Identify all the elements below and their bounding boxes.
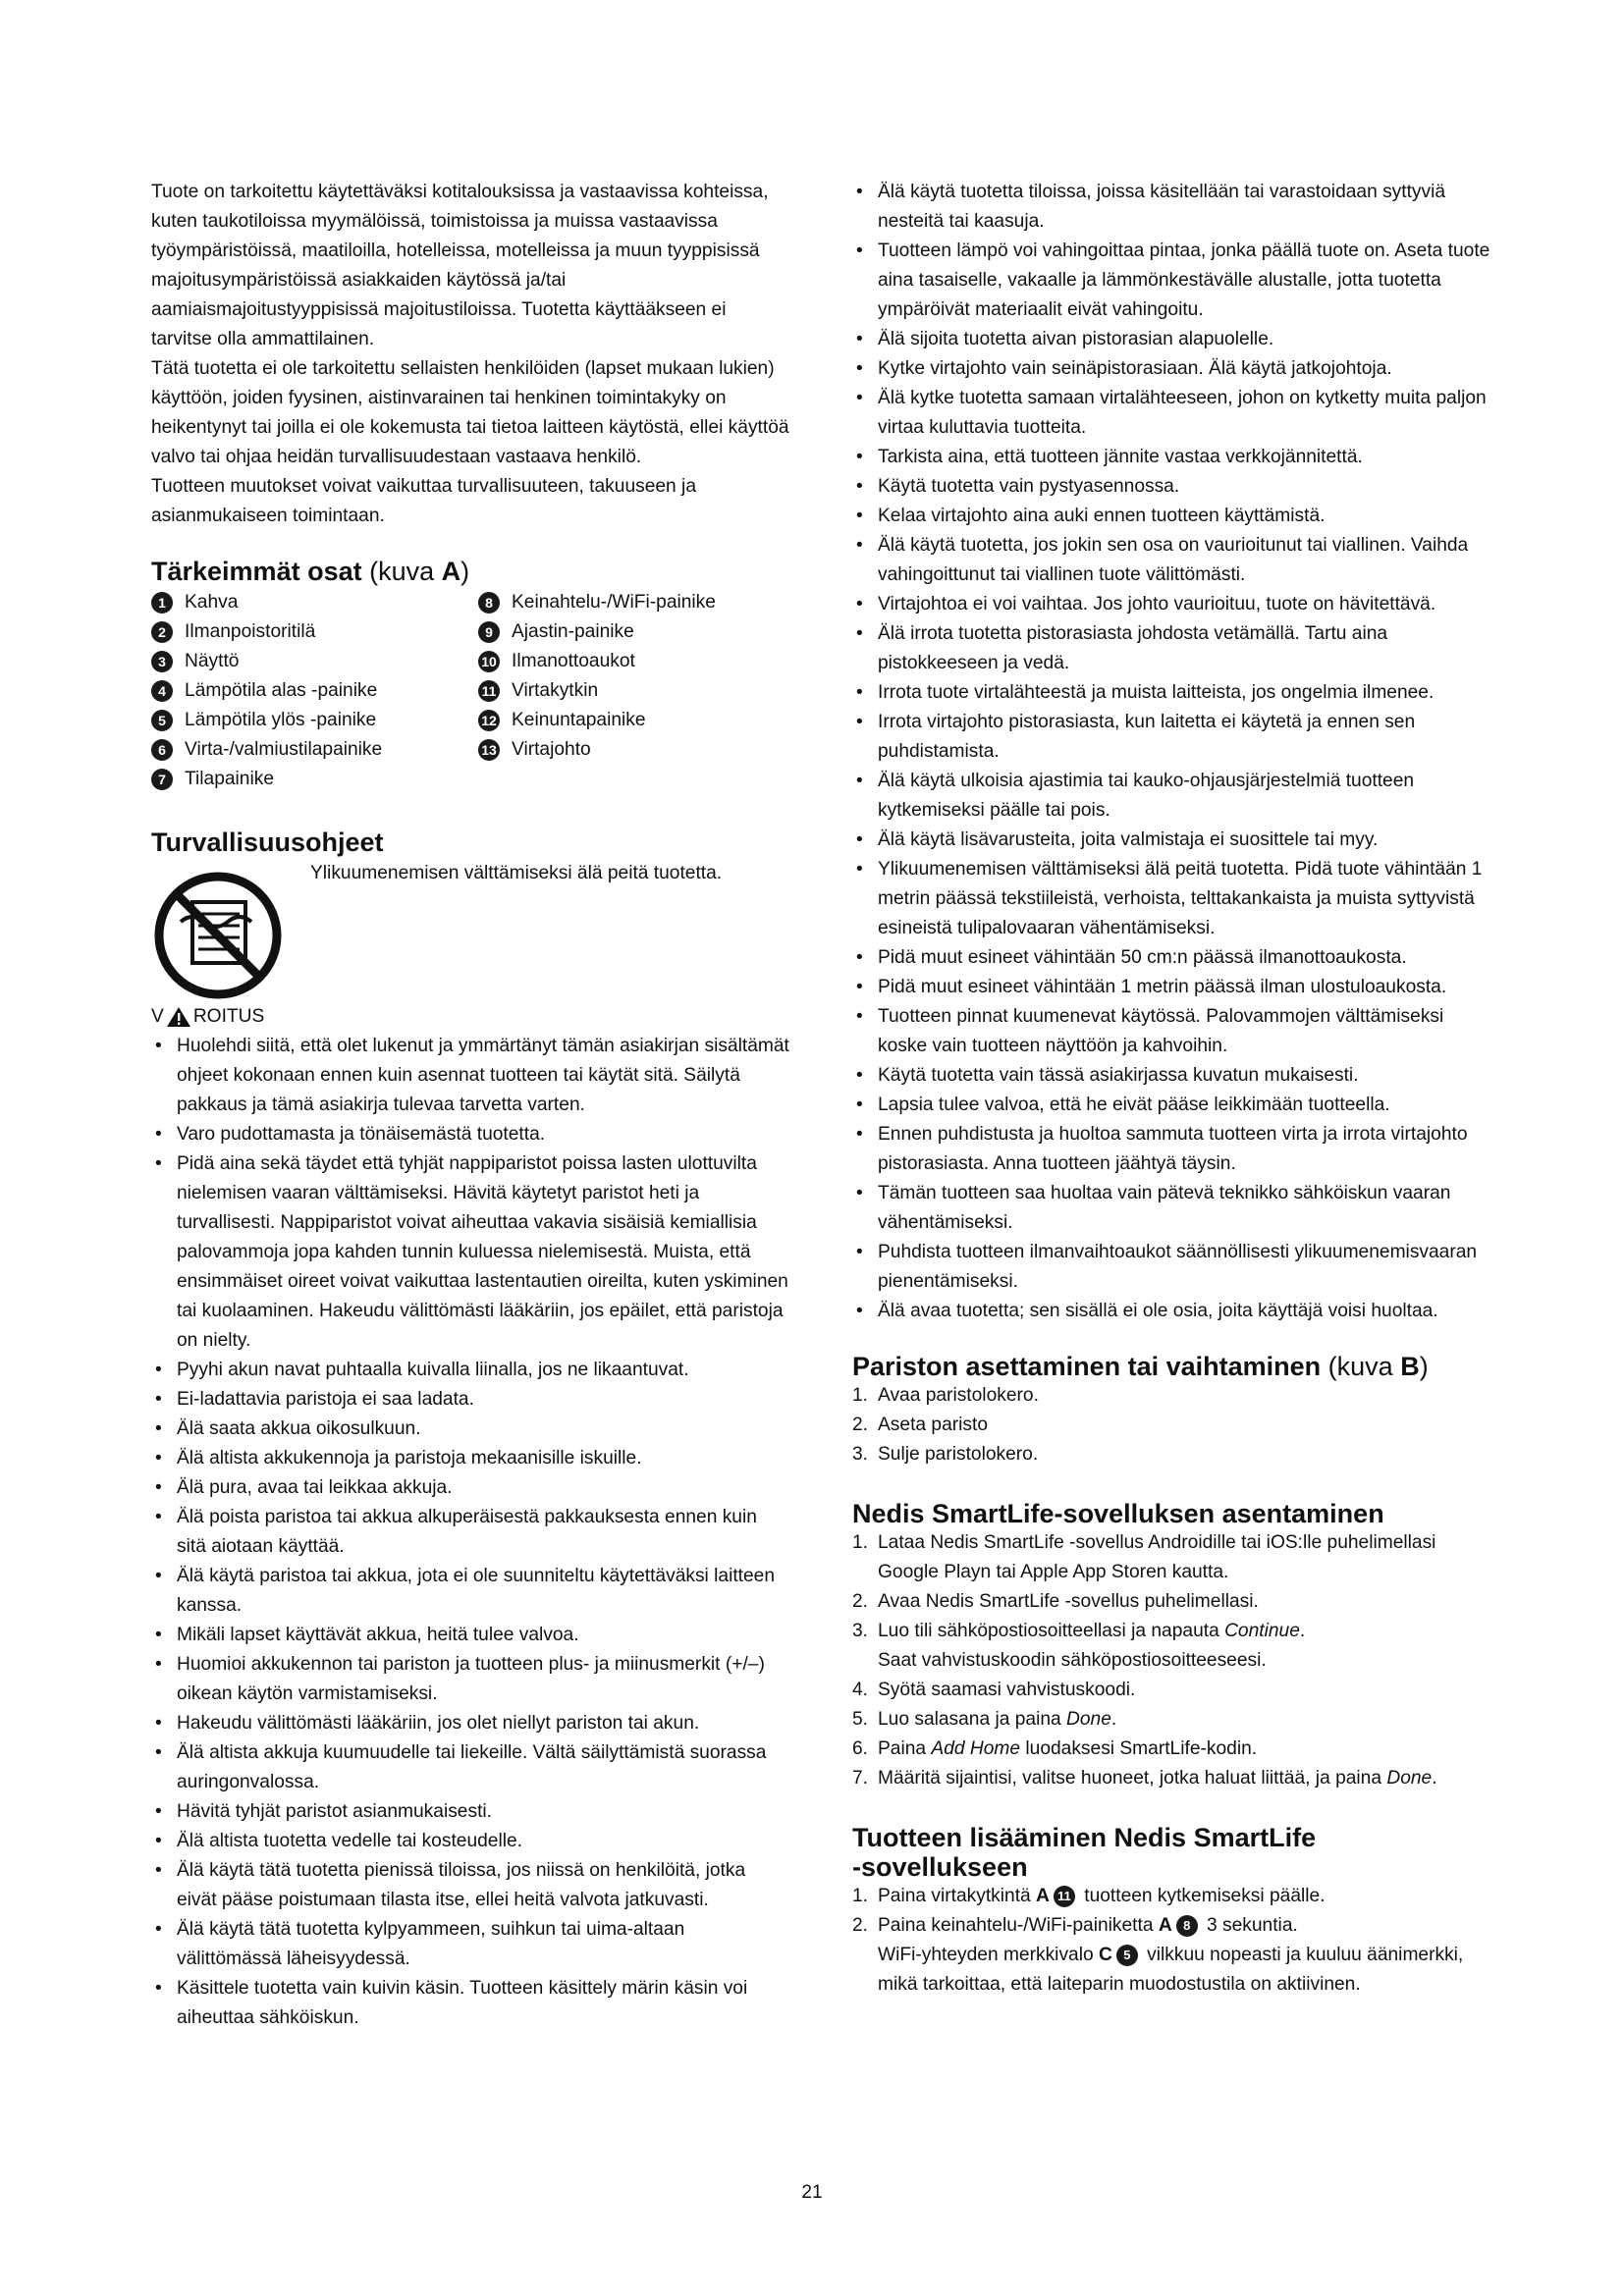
list-item: • Pidä muut esineet vähintään 50 cm:n päässä ilmanottoaukosta. (852, 943, 1490, 973)
list-item: • Käsittele tuotetta vain kuivin käsin. Tuotteen käsittely märin käsin voi aiheuttaa sähköiskun. (151, 1974, 789, 2033)
list-item: • Pidä muut esineet vähintään 1 metrin päässä ilman ulostuloaukosta. (852, 973, 1490, 1002)
list-item: • Älä käytä tätä tuotetta pienissä tiloissa, jos niissä on henkilöitä, jotka eivät pääse poistumaan tilasta itse, ellei heitä valvota jatkuvasti. (151, 1856, 789, 1915)
safety-list-left (151, 1032, 789, 2033)
list-item: • Irrota tuote virtalähteestä ja muista laitteista, jos ongelmia ilmenee. (852, 678, 1490, 708)
list-item: 7. Määritä sijaintisi, valitse huoneet, jotka haluat liittää, ja paina Done. (852, 1768, 1437, 1789)
list-item: 5. Luo salasana ja paina Done. (852, 1709, 1117, 1730)
list-item: • Huolehdi siitä, että olet lukenut ja ymmärtänyt tämän asiakirjan sisältämät ohjeet kokonaan ennen kuin asennat tuotteen tai käytät sitä. Säilytä pakkaus ja tämä asiakirja tulevaa tarvetta varten. (151, 1032, 789, 1120)
list-item: 1. Avaa paristolokero. (852, 1385, 1039, 1406)
part-item: 2 Ilmanpoistoritilä (151, 617, 478, 647)
part-item: 1 Kahva (151, 588, 478, 617)
add-product-heading: Tuotteen lisääminen Nedis SmartLife -sovellukseen (852, 1823, 1317, 1882)
part-item: 10 Ilmanottoaukot (478, 647, 792, 676)
list-item: 2. Aseta paristo (852, 1415, 988, 1435)
list-item: 2. Avaa Nedis SmartLife -sovellus puhelimellasi. (852, 1591, 1259, 1612)
intro-paragraph-3: Tuotteen muutokset voivat vaikuttaa turvallisuuteen, takuuseen ja asianmukaiseen toimintaan. (151, 476, 696, 526)
list-item: • Älä pura, avaa tai leikkaa akkuja. (151, 1473, 789, 1503)
list-item: • Älä altista akkukennoja ja paristoja mekaanisille iskuille. (151, 1444, 789, 1473)
part-item: 13 Virtajohto (478, 735, 792, 765)
list-item: • Kelaa virtajohto aina auki ennen tuotteen käyttämistä. (852, 502, 1490, 531)
list-item: 6. Paina Add Home luodaksesi SmartLife-kodin. (852, 1738, 1258, 1759)
list-item: • Älä käytä paristoa tai akkua, jota ei ole suunniteltu käytettäväksi laitteen kanssa. (151, 1562, 789, 1621)
do-not-cover-block (151, 861, 789, 998)
list-item: • Ei-ladattavia paristoja ei saa ladata. (151, 1385, 789, 1415)
part-item: 9 Ajastin-painike (478, 617, 792, 647)
app-install-heading: Nedis SmartLife-sovelluksen asentaminen (852, 1499, 1384, 1528)
list-item: • Älä saata akkua oikosulkuun. (151, 1415, 789, 1444)
list-item: • Kytke virtajohto vain seinäpistorasiaan. Älä käytä jatkojohtoja. (852, 354, 1490, 384)
list-item: • Älä avaa tuotetta; sen sisällä ei ole osia, joita käyttäjä voisi huoltaa. (852, 1297, 1490, 1326)
list-item: • Tarkista aina, että tuotteen jännite vastaa verkkojännitettä. (852, 443, 1490, 472)
list-item: • Käytä tuotetta vain tässä asiakirjassa kuvatun mukaisesti. (852, 1061, 1490, 1091)
right-column (852, 178, 1490, 2000)
list-item: • Älä irrota tuotetta pistorasiasta johdosta vetämällä. Tartu aina pistokkeeseen ja vedä. (852, 619, 1490, 678)
add-product-steps (852, 1882, 1490, 2000)
app-install-steps (852, 1528, 1490, 1793)
list-item: • Älä käytä tuotetta, jos jokin sen osa on vaurioitunut tai viallinen. Vaihda vahingoittunut tai viallinen tuote välittömästi. (852, 531, 1490, 590)
intro-paragraph-1: Tuote on tarkoitettu käytettäväksi kotitalouksissa ja vastaavissa kohteissa, kuten taukotiloissa myymälöissä, toimistoissa ja muissa vastaavissa työympäristöissä, maatiloilla, hotelleissa, motelleissa ja muun tyyppisissä majoitusympäristöissä asiakkaiden käytössä ja/tai aamiaismajoitustyyppisissä majoitustiloissa. Tuotetta käyttääkseen ei tarvitse olla ammattilainen. (151, 182, 769, 349)
intro-paragraph-2: Tätä tuotetta ei ole tarkoitettu sellaisten henkilöiden (lapset mukaan lukien) käyttöön, joiden fyysinen, aistinvarainen tai henkinen toimintakyky on heikentynyt tai joilla ei ole kokemusta tai tietoa laitteen käytöstä, ellei käyttöä valvo tai ohjaa heidän turvallisuudestaan vastaava henkilö. (151, 358, 789, 467)
safety-list-right (852, 178, 1490, 1326)
list-item: • Huomioi akkukennon tai pariston ja tuotteen plus- ja miinusmerkit (+/–) oikean käytön varmistamiseksi. (151, 1650, 789, 1709)
part-item: 7 Tilapainike (151, 765, 478, 794)
list-item: • Pyyhi akun navat puhtaalla kuivalla liinalla, jos ne likaantuvat. (151, 1356, 789, 1385)
battery-steps (852, 1381, 1490, 1469)
list-item: • Älä altista tuotetta vedelle tai kosteudelle. (151, 1827, 789, 1856)
list-item: • Hakeudu välittömästi lääkäriin, jos olet niellyt pariston tai akun. (151, 1709, 789, 1738)
list-item: • Ylikuumenemisen välttämiseksi älä peitä tuotetta. Pidä tuote vähintään 1 metrin päässä tekstiileistä, verhoista, telttakankaista ja muista syttyvistä esineistä tulipalovaaran vähentämiseksi. (852, 855, 1490, 943)
list-item: • Hävitä tyhjät paristot asianmukaisesti. (151, 1797, 789, 1827)
do-not-cover-caption: Ylikuumenemisen välttämiseksi älä peitä tuotetta. (310, 863, 723, 883)
list-item: • Tuotteen pinnat kuumenevat käytössä. Palovammojen välttämiseksi koske vain tuotteen näyttöön ja kahvoihin. (852, 1002, 1490, 1061)
list-item: • Pidä aina sekä täydet että tyhjät nappiparistot poissa lasten ulottuvilta nielemisen vaaran välttämiseksi. Hävitä käytetyt paristot heti ja turvallisesti. Nappiparistot voivat aiheuttaa vakavia sisäisiä kemiallisia palovammoja jopa kahden tunnin kuluessa nielemisestä. Muista, että ensimmäiset oireet voivat vaikuttaa lastentautien oireilta, kuten yskiminen tai kuolaaminen. Hakeudu välittömästi lääkäriin, jos epäilet, että paristoja on nielty. (151, 1149, 789, 1356)
part-item: 12 Keinuntapainike (478, 706, 792, 735)
parts-list (151, 588, 789, 794)
list-item: 3. Luo tili sähköpostiosoitteellasi ja napauta Continue. Saat vahvistuskoodin sähköpostiosoitteeseesi. (852, 1621, 1306, 1671)
list-item: • Älä käytä lisävarusteita, joita valmistaja ei suosittele tai myy. (852, 826, 1490, 855)
list-item: • Irrota virtajohto pistorasiasta, kun laitetta ei käytetä ja ennen sen puhdistamista. (852, 708, 1490, 767)
warning-label: V ROITUS (151, 1006, 265, 1027)
list-item: • Ennen puhdistusta ja huoltoa sammuta tuotteen virta ja irrota virtajohto pistorasiasta. Anna tuotteen jäähtyä täysin. (852, 1120, 1490, 1179)
list-item: • Lapsia tulee valvoa, että he eivät pääse leikkimään tuotteella. (852, 1091, 1490, 1120)
list-item: 2. Paina keinahtelu-/WiFi-painiketta A 8 3 sekuntia. WiFi-yhteyden merkkivalo C 5 vilkkuu nopeasti ja kuuluu äänimerkki, mikä tarkoittaa, että laiteparin muodostustila on aktiivinen. (852, 1915, 1464, 1995)
part-item: 4 Lämpötila alas -painike (151, 676, 478, 706)
safety-heading: Turvallisuusohjeet (151, 828, 384, 857)
part-item: 3 Näyttö (151, 647, 478, 676)
list-item: • Älä sijoita tuotetta aivan pistorasian alapuolelle. (852, 325, 1490, 354)
list-item: • Virtajohtoa ei voi vaihtaa. Jos johto vaurioituu, tuote on hävitettävä. (852, 590, 1490, 619)
list-item: • Älä käytä tuotetta tiloissa, joissa käsitellään tai varastoidaan syttyviä nesteitä tai kaasuja. (852, 178, 1490, 237)
parts-heading: Tärkeimmät osat (kuva A) (151, 557, 470, 586)
list-item: • Älä poista paristoa tai akkua alkuperäisestä pakkauksesta ennen kuin sitä aiotaan käyttää. (151, 1503, 789, 1562)
part-item: 11 Virtakytkin (478, 676, 792, 706)
list-item: • Älä käytä ulkoisia ajastimia tai kauko-ohjausjärjestelmiä tuotteen kytkemiseksi päälle tai pois. (852, 767, 1490, 826)
list-item: • Tuotteen lämpö voi vahingoittaa pintaa, jonka päällä tuote on. Aseta tuote aina tasaiselle, vakaalle ja lämmönkestävälle alustalle, jotta tuotetta ympäröivät materiaalit eivät vahingoitu. (852, 237, 1490, 325)
list-item: 3. Sulje paristolokero. (852, 1444, 1039, 1465)
list-item: • Puhdista tuotteen ilmanvaihtoaukot säännöllisesti ylikuumenemisvaaran pienentämiseksi. (852, 1238, 1490, 1297)
left-column (151, 178, 789, 2033)
page-number: 21 (801, 2182, 823, 2203)
list-item: 1. Paina virtakytkintä A 11 tuotteen kytkemiseksi päälle. (852, 1886, 1326, 1906)
list-item: • Varo pudottamasta ja tönäisemästä tuotetta. (151, 1120, 789, 1149)
list-item: • Tämän tuotteen saa huoltaa vain pätevä teknikko sähköiskun vaaran vähentämiseksi. (852, 1179, 1490, 1238)
do-not-cover-icon (153, 871, 283, 1000)
list-item: • Käytä tuotetta vain pystyasennossa. (852, 472, 1490, 502)
part-item: 6 Virta-/valmiustilapainike (151, 735, 478, 765)
list-item: • Älä kytke tuotetta samaan virtalähteeseen, johon on kytketty muita paljon virtaa kuluttavia tuotteita. (852, 384, 1490, 443)
list-item: • Älä altista akkuja kuumuudelle tai liekeille. Vältä säilyttämistä suorassa auringonvalossa. (151, 1738, 789, 1797)
part-item: 5 Lämpötila ylös -painike (151, 706, 478, 735)
list-item: • Mikäli lapset käyttävät akkua, heitä tulee valvoa. (151, 1621, 789, 1650)
part-item: 8 Keinahtelu-/WiFi-painike (478, 588, 792, 617)
list-item: 4. Syötä saamasi vahvistuskoodi. (852, 1680, 1136, 1700)
battery-heading: Pariston asettaminen tai vaihtaminen (kuva B) (852, 1352, 1429, 1381)
list-item: 1. Lataa Nedis SmartLife -sovellus Androidille tai iOS:lle puhelimellasi Google Playn tai Apple App Storen kautta. (852, 1532, 1436, 1582)
warning-triangle-icon (166, 1006, 191, 1028)
list-item: • Älä käytä tätä tuotetta kylpyammeen, suihkun tai uima-altaan välittömässä läheisyydessä. (151, 1915, 789, 1974)
